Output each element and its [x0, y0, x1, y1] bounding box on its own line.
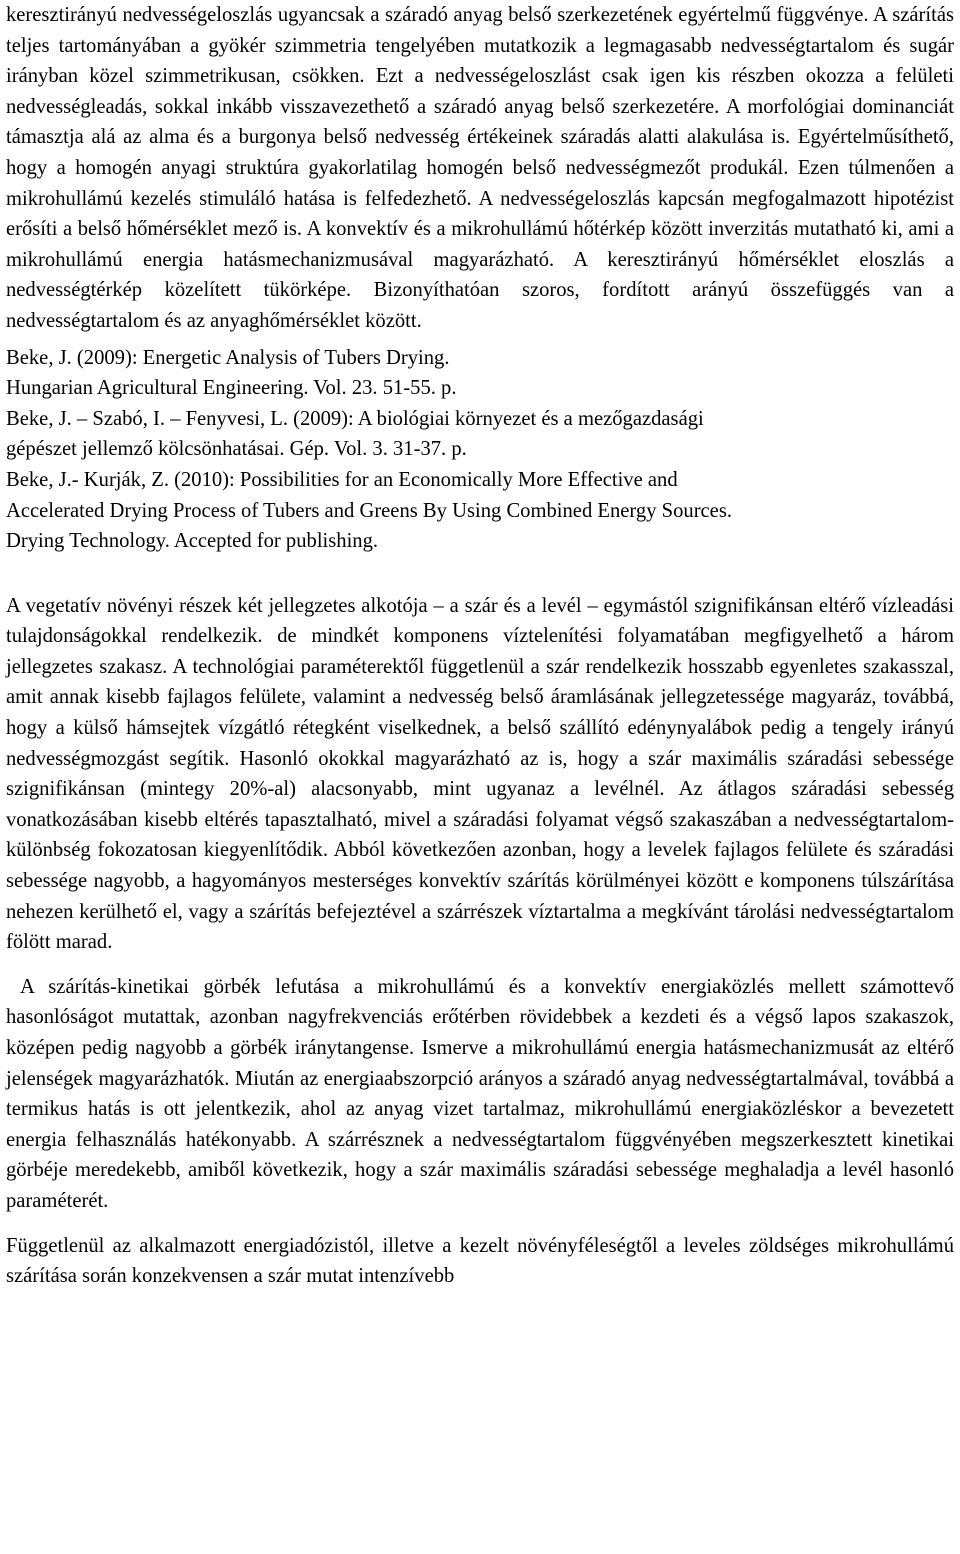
reference-line: Accelerated Drying Process of Tubers and Greens By Using Combined Energy Sources. [6, 499, 732, 522]
reference-line: gépészet jellemző kölcsönhatásai. Gép. Vol. 3. 31-37. p. [6, 438, 467, 461]
body-paragraph-2: A vegetatív növényi részek két jellegzetes alkotója – a szár és a levél – egymástól szignifikánsan eltérő vízleadási tulajdonságokkal rendelkezik. de mindkét komponens víztelenítési folyamatában megfigyelhető a három jellegzetes szakasz. A technológiai paraméterektől függetlenül a szár rendelkezik hosszabb egyenletes szakasszal, amit annak kisebb fajlagos felülete, valamint a nedvesség belső áramlásának jellegzetessége magyaráz, továbbá, hogy a külső hámsejtek vízgátló rétegként viselkednek, a belső szállító edénynyalábok pedig a tengely irányú nedvességmozgást segítik. Hasonló okokkal magyarázható az is, hogy a szár maximális száradási sebessége szignifikánsan (mintegy 20%-al) alacsonyabb, mint ugyanaz a levélnél. Az átlagos száradási sebesség vonatkozásában kisebb eltérés tapasztalható, mivel a száradási folyamat végső szakaszában a nedvességtartalom-különbség fokozatosan kiegyenlítődik. Abból következően azonban, hogy a levelek fajlagos felülete és száradási sebessége nagyobb, a hagyományos mesterséges konvektív szárítás körülményei között e komponens túlszárítása nehezen kerülhető el, vagy a szárítás befejeztével a szárrészek víztartalma a megkívánt tárolási nedvességtartalom fölött marad. [6, 594, 954, 954]
spacer [6, 557, 954, 591]
body-paragraph-3: A szárítás-kinetikai görbék lefutása a mikrohullámú és a konvektív energiaközlés mellett számottevő hasonlóságot mutattak, azonban nagyfrekvenciás erőtérben rövidebbek a kezdeti és a végső lapos szakaszok, középen pedig nagyobb a görbék iránytangense. Ismerve a mikrohullámú energia hatásmechanizmusát az eltérő jelenségek magyarázhatók. Miután az energiaabszorpció arányos a száradó anyag nedvességtartalmával, továbbá a termikus hatás is ott jelentkezik, ahol az anyag vizet tartalmaz, mikrohullámú energiaközléskor a bevezetett energia felhasználás hatékonyabb. A szárrésznek a nedvességtartalom függvényében megszerkesztett kinetikai görbéje meredekebb, amiből következik, hogy a szár maximális száradási sebessége meghaladja a levél hasonló paraméterét. [6, 975, 954, 1212]
reference-line: Beke, J. – Szabó, I. – Fenyvesi, L. (2009): A biológiai környezet és a mezőgazdasági [6, 407, 704, 430]
document-page [6, 0, 954, 1292]
reference-line: Drying Technology. Accepted for publishing. [6, 530, 379, 553]
body-paragraph-1: keresztirányú nedvességeloszlás ugyancsak a száradó anyag belső szerkezetének egyértelmű függvénye. A szárítás teljes tartományában a gyökér szimmetria tengelyében mutatkozik a legmagasabb nedvességtartalom és sugár irányban közel szimmetrikusan, csökken. Ezt a nedvességeloszlást csak igen kis részben okozza a felületi nedvességleadás, sokkal inkább visszavezethető a száradó anyag belső szerkezetére. A morfológiai dominanciát támasztja alá az alma és a burgonya belső nedvesség értékeinek száradás alatti alakulása is. Egyértelműsíthető, hogy a homogén anyagi struktúra gyakorlatilag homogén belső nedvességmezőt produkál. Ezen túlmenően a mikrohullámú kezelés stimuláló hatása is felfedezhető. A nedvességeloszlás kapcsán megfogalmazott hipotézist erősíti a belső hőmérséklet mező is. A konvektív és a mikrohullámú hőtérkép között inverzitás mutatható ki, ami a mikrohullámú energia hatásmechanizmusával magyarázható. A keresztirányú hőmérséklet eloszlás a nedvességtérkép közelített tükörképe. Bizonyíthatóan szoros, fordított arányú összefüggés van a nedvességtartalom és az anyaghőmérséklet között. [6, 4, 954, 332]
body-paragraph-4: Függetlenül az alkalmazott energiadózistól, illetve a kezelt növényféleségtől a leveles zöldséges mikrohullámú szárítása során konzekvensen a szár mutat intenzívebb [6, 1234, 954, 1288]
spacer [6, 958, 954, 972]
reference-list [6, 343, 954, 557]
reference-line: Beke, J. (2009): Energetic Analysis of Tubers Drying. [6, 346, 450, 369]
reference-line: Beke, J.- Kurják, Z. (2010): Possibilities for an Economically More Effective and [6, 468, 678, 491]
spacer [6, 1217, 954, 1231]
reference-line: Hungarian Agricultural Engineering. Vol. 23. 51-55. p. [6, 377, 457, 400]
